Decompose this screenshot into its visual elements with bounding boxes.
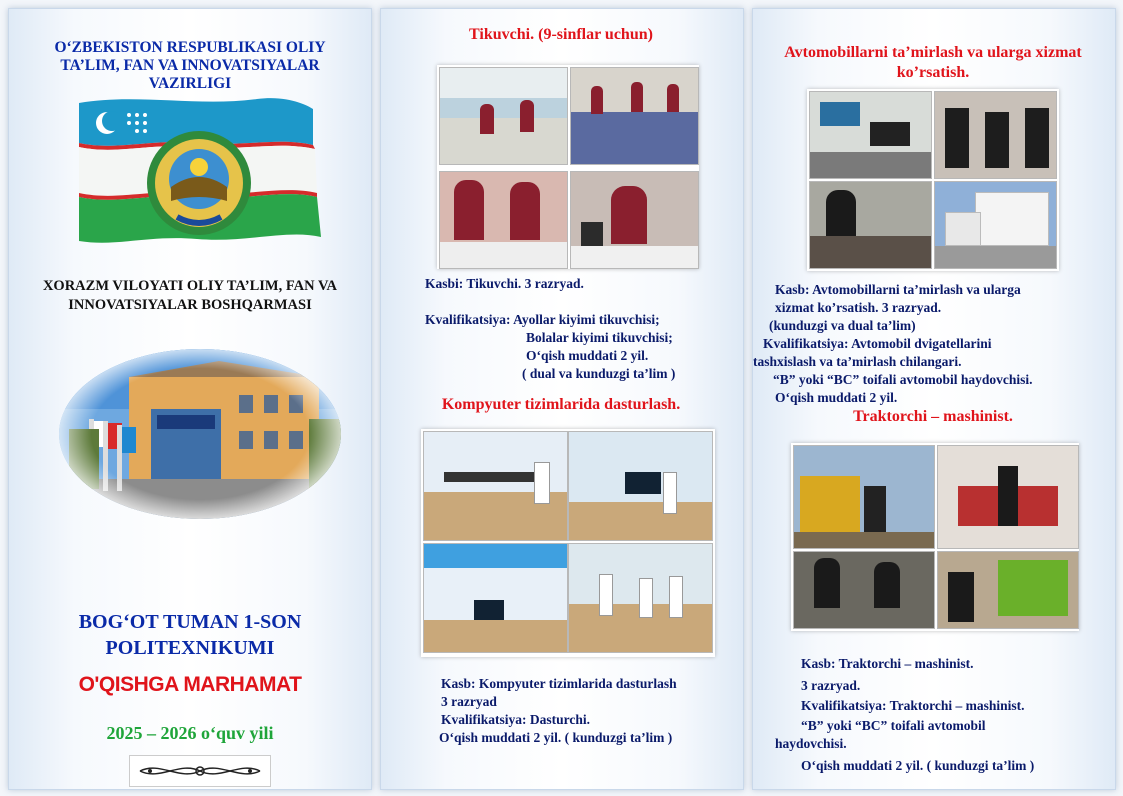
programming-photo bbox=[423, 431, 568, 541]
tractor-photo bbox=[937, 551, 1079, 629]
college-name: BOG‘OT TUMAN 1-SON POLITEXNIKUMI bbox=[78, 611, 302, 659]
sewing-study-form: ( dual va kunduzgi ta’lim ) bbox=[522, 366, 676, 381]
tractor-title: Traktorchi – mashinist. bbox=[853, 408, 1013, 425]
tractor-license-2: haydovchisi. bbox=[775, 736, 847, 751]
auto-duration: O‘qish muddati 2 yil. bbox=[775, 390, 898, 405]
auto-license: “B” yoki “BC” toifali avtomobil haydovchisi. bbox=[773, 372, 1033, 387]
sewing-photo bbox=[570, 67, 699, 165]
tractor-grade: 3 razryad. bbox=[801, 678, 861, 693]
auto-repair-photo-grid bbox=[807, 89, 1059, 271]
auto-repair-photo bbox=[809, 91, 932, 179]
programming-qualification: Kvalifikatsiya: Dasturchi. bbox=[441, 712, 591, 727]
sewing-photo bbox=[570, 171, 699, 269]
auto-qualification-2: tashxislash va ta’mirlash chilangari. bbox=[753, 354, 962, 369]
sewing-profession: Kasbi: Tikuvchi. 3 razryad. bbox=[425, 276, 584, 291]
tractor-duration: O‘qish muddati 2 yil. ( kunduzgi ta’lim ) bbox=[801, 758, 1035, 773]
sewing-photo bbox=[439, 67, 568, 165]
sewing-photo bbox=[439, 171, 568, 269]
academic-year: 2025 – 2026 o‘quv yili bbox=[106, 723, 274, 743]
programming-grade: 3 razryad bbox=[441, 694, 497, 709]
tractor-profession: Kasb: Traktorchi – mashinist. bbox=[801, 656, 974, 671]
auto-profession-2: xizmat ko’rsatish. 3 razryad. bbox=[775, 300, 942, 315]
programming-photo bbox=[423, 543, 568, 653]
programming-photo bbox=[568, 543, 713, 653]
cover-panel bbox=[8, 8, 372, 790]
programming-title: Kompyuter tizimlarida dasturlash. bbox=[441, 396, 681, 413]
auto-repair-photo bbox=[934, 181, 1057, 269]
programming-photo bbox=[568, 431, 713, 541]
tractor-photo bbox=[937, 445, 1079, 549]
tractor-license: “B” yoki “BC” toifali avtomobil bbox=[801, 718, 986, 733]
auto-repair-title: Avtomobillarni ta’mirlash va ularga xizmat ko’rsatish. bbox=[784, 44, 1082, 81]
auto-study-form: (kunduzgi va dual ta’lim) bbox=[769, 318, 916, 333]
tractor-photo bbox=[793, 445, 935, 549]
welcome-heading: O'QISHGA MARHAMAT bbox=[78, 673, 302, 696]
right-panel bbox=[752, 8, 1116, 790]
programming-photo-grid bbox=[421, 429, 715, 657]
uzbekistan-flag-emblem bbox=[77, 97, 322, 249]
middle-panel bbox=[380, 8, 744, 790]
tractor-qualification: Kvalifikatsiya: Traktorchi – mashinist. bbox=[801, 698, 1025, 713]
sewing-photo-grid bbox=[437, 65, 699, 269]
ornament-divider bbox=[129, 755, 271, 787]
ministry-heading: O‘ZBEKISTON RESPUBLIKASI OLIY TA’LIM, FAN VA INNOVATSIYALAR VAZIRLIGI bbox=[54, 39, 326, 92]
auto-qualification: Kvalifikatsiya: Avtomobil dvigatellarini bbox=[763, 336, 992, 351]
programming-profession: Kasb: Kompyuter tizimlarida dasturlash bbox=[441, 676, 677, 691]
tractor-photo-grid bbox=[791, 443, 1079, 631]
auto-repair-photo bbox=[934, 91, 1057, 179]
tractor-photo bbox=[793, 551, 935, 629]
auto-profession: Kasb: Avtomobillarni ta’mirlash va ularga bbox=[775, 282, 1021, 297]
regional-office-heading: XORAZM VILOYATI OLIY TA’LIM, FAN VA INNOVATSIYALAR BOSHQARMASI bbox=[42, 278, 338, 313]
sewing-duration: O‘qish muddati 2 yil. bbox=[526, 348, 649, 363]
college-building-photo bbox=[59, 349, 341, 519]
sewing-qualification: Kvalifikatsiya: Ayollar kiyimi tikuvchisi; bbox=[425, 312, 660, 327]
auto-repair-photo bbox=[809, 181, 932, 269]
sewing-title: Tikuvchi. (9-sinflar uchun) bbox=[469, 26, 653, 43]
sewing-qualification-2: Bolalar kiyimi tikuvchisi; bbox=[526, 330, 673, 345]
programming-duration: O‘qish muddati 2 yil. ( kunduzgi ta’lim ) bbox=[439, 730, 673, 745]
